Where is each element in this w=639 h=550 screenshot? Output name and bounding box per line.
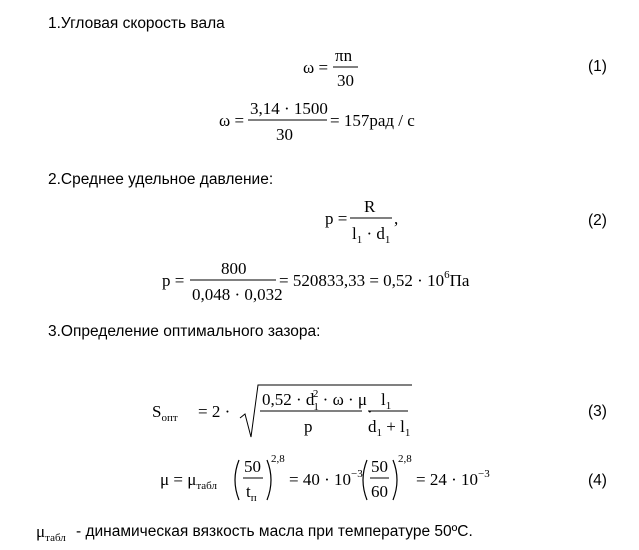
formula-4-frac2-numerator: 50 (371, 457, 388, 476)
section-2-title: 2.Среднее удельное давление: (48, 171, 274, 188)
formula-2calc-denominator: 0,048 · 0,032 (192, 285, 283, 304)
formula-4-paren-left-2 (363, 460, 367, 500)
formula-3-numerator-1: 0,52 · d12 · ω · μ (262, 388, 368, 413)
formula-2-denominator: $l_1 \cdot d_1$ (352, 224, 391, 246)
formula-3-dot: · (367, 402, 373, 421)
formula-1calc-denominator: 30 (276, 125, 293, 144)
formula-1-denominator: 30 (337, 71, 354, 90)
section-3-title: 3.Определение оптимального зазора: (48, 323, 321, 340)
formula-3-lhs: $S_{опт}$ (152, 402, 178, 424)
formula-3-numerator-2: $l_1$ (381, 390, 392, 412)
formula-4-exponent-2: 2,8 (398, 453, 412, 465)
equation-number-3: (3) (588, 403, 607, 420)
formula-4-lhs: $\mu = \mu_{табл}$ (160, 470, 217, 492)
formula-3-eq: = 2 · (198, 402, 231, 421)
formula-2calc-lhs: p = (162, 271, 185, 290)
formula-4-result: = $24 \cdot 10^{-3}$ (416, 468, 490, 489)
formula-2-lhs: p = (325, 209, 348, 228)
formula-2calc-numerator: 800 (221, 259, 247, 278)
formula-1-lhs: ω = (303, 58, 329, 77)
formula-4-frac2-denominator: 60 (371, 482, 388, 501)
formula-2-tail: , (394, 209, 399, 228)
formula-3-radical (240, 385, 412, 437)
formula-4-frac1-denominator: $t_п$ (246, 482, 257, 504)
footnote-text: - динамическая вязкость масла при температуре 50ºС. (76, 523, 473, 540)
footnote-symbol: $\mu_{табл}$ (36, 522, 66, 544)
formula-4-paren-left-1 (235, 460, 239, 500)
formula-3-denominator-2: $d_1 + l_1$ (368, 417, 411, 439)
section-1-title: 1.Угловая скорость вала (48, 15, 225, 32)
formula-1-numerator: πn (335, 46, 353, 65)
formula-4-middle: = $40 \cdot 10^{-3}$ (289, 468, 363, 489)
formula-4-frac1-numerator: 50 (244, 457, 261, 476)
formula-1calc-lhs: ω = (219, 111, 245, 130)
equation-number-1: (1) (588, 58, 607, 75)
formula-1calc-numerator: 3,14 · 1500 (250, 99, 328, 118)
formula-4-paren-right-1 (267, 460, 271, 500)
formula-1calc-result: = 157рад / с (330, 111, 415, 130)
equation-number-2: (2) (588, 212, 607, 229)
equation-number-4: (4) (588, 472, 607, 489)
formula-4-paren-right-2 (393, 460, 397, 500)
formula-4-exponent-1: 2,8 (271, 453, 285, 465)
formula-2-numerator: R (364, 197, 376, 216)
formula-2calc-result: = $520833,33 = 0,52 \cdot 10^6Па$ (279, 269, 470, 290)
formula-3-denominator-1: p (304, 417, 313, 436)
